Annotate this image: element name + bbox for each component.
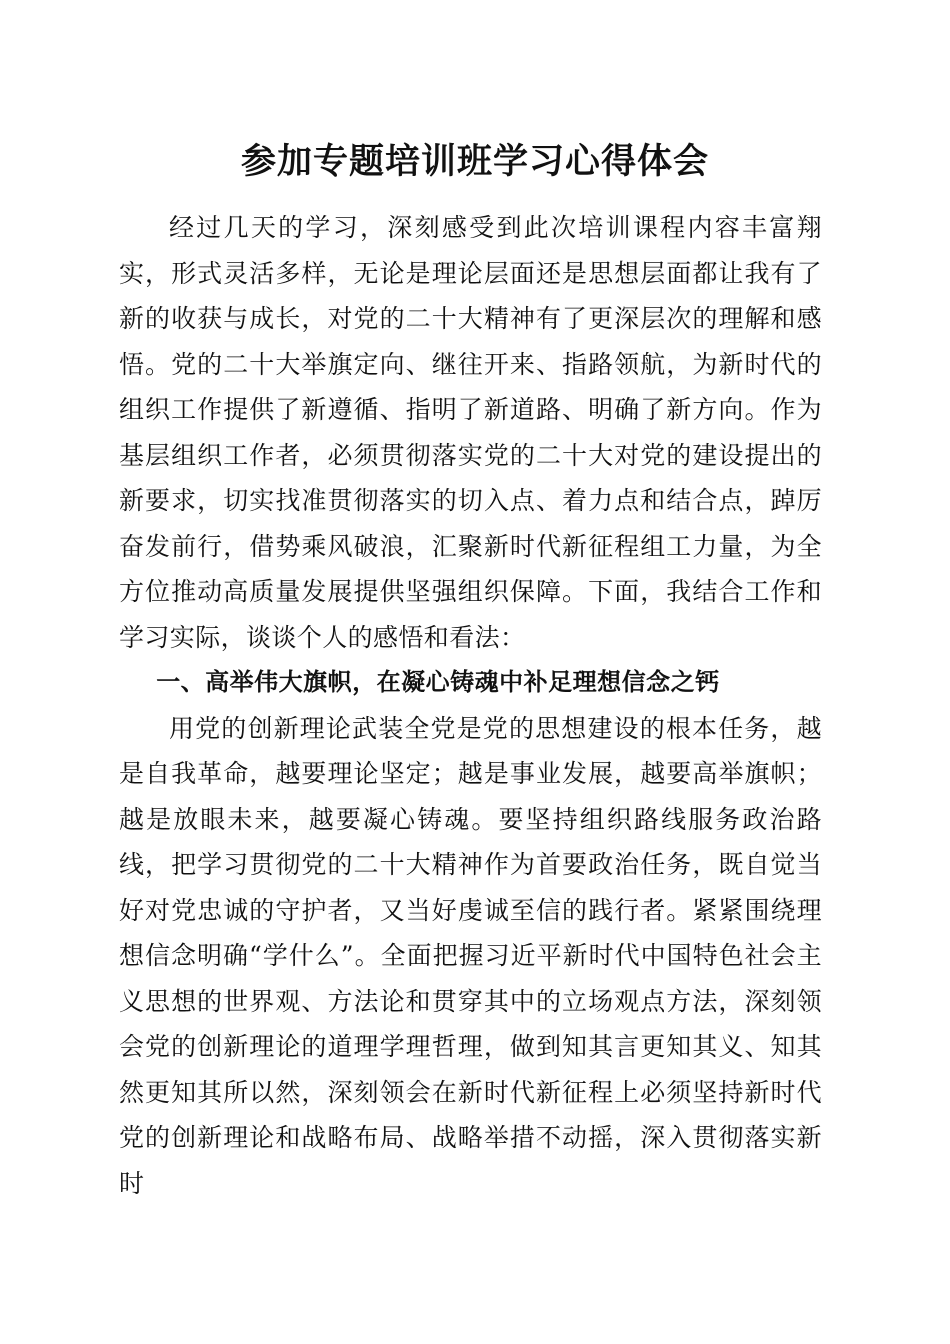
document-title: 参加专题培训班学习心得体会 bbox=[240, 141, 709, 182]
document-body bbox=[119, 205, 822, 1206]
intro-paragraph: 经过几天的学习，深刻感受到此次培训课程内容丰富翔实，形式灵活多样，无论是理论层面还是思想层面都让我有了新的收获与成长，对党的二十大精神有了更深层次的理解和感悟。党的二十大举旗定向、继往开来、指路领航，为新时代的组织工作提供了新遵循、指明了新道路、明确了新方向。作为基层组织工作者，必须贯彻落实党的二十大对党的建设提出的新要求，切实找准贯彻落实的切入点、着力点和结合点，踔厉奋发前行，借势乘风破浪，汇聚新时代新征程组工力量，为全方位推动高质量发展提供坚强组织保障。下面，我结合工作和学习实际，谈谈个人的感悟和看法： bbox=[119, 213, 822, 652]
section-heading-1: 一、高举伟大旗帜，在凝心铸魂中补足理想信念之钙 bbox=[156, 668, 720, 696]
section-1-paragraph: 用党的创新理论武装全党是党的思想建设的根本任务，越是自我革命，越要理论坚定；越是事业发展，越要高举旗帜；越是放眼未来，越要凝心铸魂。要坚持组织路线服务政治路线，把学习贯彻党的二十大精神作为首要政治任务，既自觉当好对党忠诚的守护者，又当好虔诚至信的践行者。紧紧围绕理想信念明确“学什么”。全面把握习近平新时代中国特色社会主义思想的世界观、方法论和贯穿其中的立场观点方法，深刻领会党的创新理论的道理学理哲理，做到知其言更知其义、知其然更知其所以然，深刻领会在新时代新征程上必须坚持新时代党的创新理论和战略布局、战略举措不动摇，深入贯彻落实新时 bbox=[119, 713, 822, 1198]
